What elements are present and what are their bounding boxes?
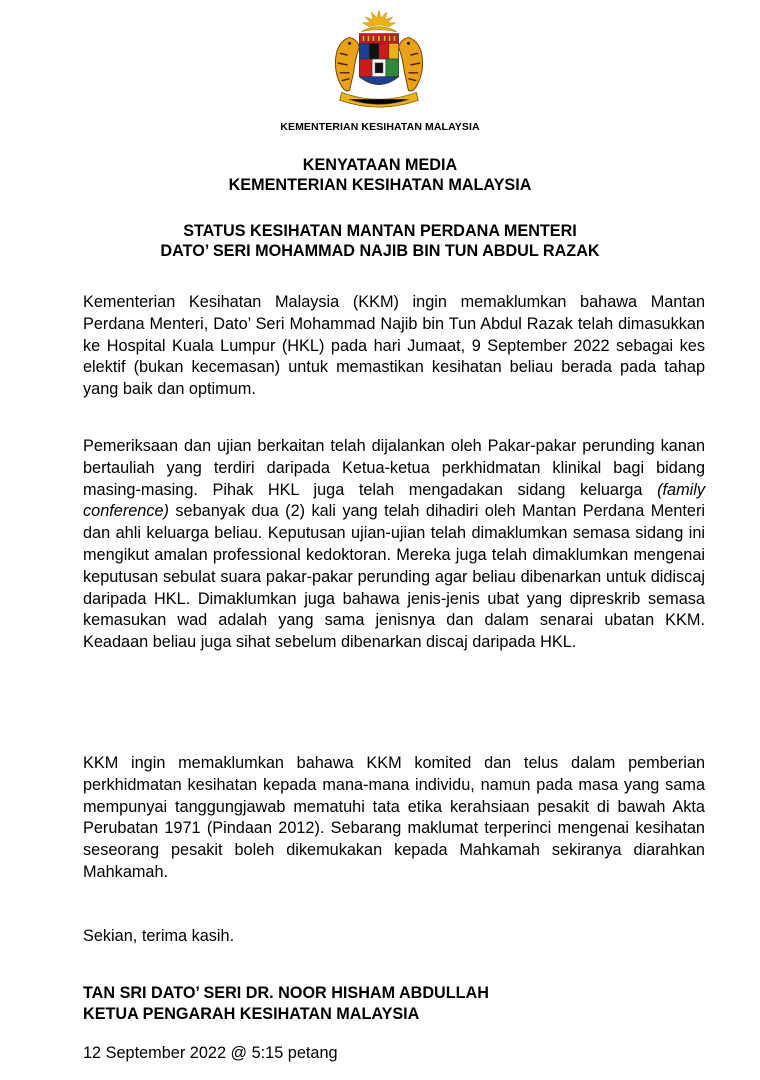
statement-heading	[0, 155, 760, 195]
shield-icon	[359, 34, 398, 85]
signature-block	[83, 983, 489, 1025]
right-tiger-icon	[399, 37, 423, 91]
paragraph-examination-part-2: sebanyak dua (2) kali yang telah dihadiri oleh Mantan Perdana Menteri dan ahli keluarga beliau. Keputusan ujian-ujian telah dimaklumkan semasa sidang ini mengikut amalan professional kedoktoran. Mereka juga telah dimaklumkan mengenai keputusan sebulat suara pakar-pakar perunding agar beliau dibenarkan untuk didiscaj daripada HKL. Dimaklumkan juga bahawa jenis-jenis ubat yang dipreskrib semasa kemasukan wad adalah yang sama jenisnya dan dalam senarai ubatan KKM. Keadaan beliau juga sihat sebelum dibenarkan discaj daripada HKL.	[83, 502, 705, 652]
statement-line-2: KEMENTERIAN KESIHATAN MALAYSIA	[228, 176, 532, 194]
family-conference-term: (family conference)	[83, 480, 705, 521]
paragraph-admission: Kementerian Kesihatan Malaysia (KKM) ingin memaklumkan bahawa Mantan Perdana Menteri, Dato’ Seri Mohammad Najib bin Tun Abdul Razak telah dimasukkan ke Hospital Kuala Lumpur (HKL) pada hari Jumaat, 9 September 2022 sebagai kes elektif (bukan kecemasan) untuk memastikan kesihatan beliau berada pada tahap yang baik dan optimum.	[83, 293, 705, 399]
star-icon	[362, 10, 395, 27]
closing-remark: Sekian, terima kasih.	[83, 927, 235, 945]
subject-line-2: DATO’ SERI MOHAMMAD NAJIB BIN TUN ABDUL RAZAK	[160, 242, 600, 260]
paragraph-examination	[83, 436, 705, 654]
subject-heading	[0, 221, 760, 261]
crescent-icon	[361, 27, 396, 32]
malaysia-coat-of-arms-icon	[320, 8, 438, 116]
signer-title: KETUA PENGARAH KESIHATAN MALAYSIA	[83, 1005, 420, 1023]
release-date: 12 September 2022 @ 5:15 petang	[83, 1044, 338, 1062]
ministry-name: KEMENTERIAN KESIHATAN MALAYSIA	[280, 121, 480, 133]
subject-line-1: STATUS KESIHATAN MANTAN PERDANA MENTERI	[183, 222, 577, 240]
paragraph-confidentiality: KKM ingin memaklumkan bahawa KKM komited dan telus dalam pemberian perkhidmatan kesihatan kepada mana-mana individu, namun pada masa yang sama mempunyai tanggungjawab mematuhi tata etika kerahsiaan pesakit di bawah Akta Perubatan 1971 (Pindaan 2012). Sebarang maklumat terperinci mengenai kesihatan seseorang pesakit boleh dikemukakan kepada Mahkamah sekiranya diarahkan Mahkamah.	[83, 754, 705, 881]
signer-name: TAN SRI DATO’ SERI DR. NOOR HISHAM ABDULLAH	[83, 984, 489, 1002]
motto-scroll	[340, 92, 419, 107]
paragraph-examination-part-1: Pemeriksaan dan ujian berkaitan telah dijalankan oleh Pakar-pakar perunding kanan bertauliah yang terdiri daripada Ketua-ketua perkhidmatan klinikal bagi bidang masing-masing. Pihak HKL juga telah mengadakan sidang keluarga	[83, 437, 705, 499]
left-tiger-icon	[335, 37, 359, 91]
statement-line-1: KENYATAAN MEDIA	[302, 156, 458, 174]
